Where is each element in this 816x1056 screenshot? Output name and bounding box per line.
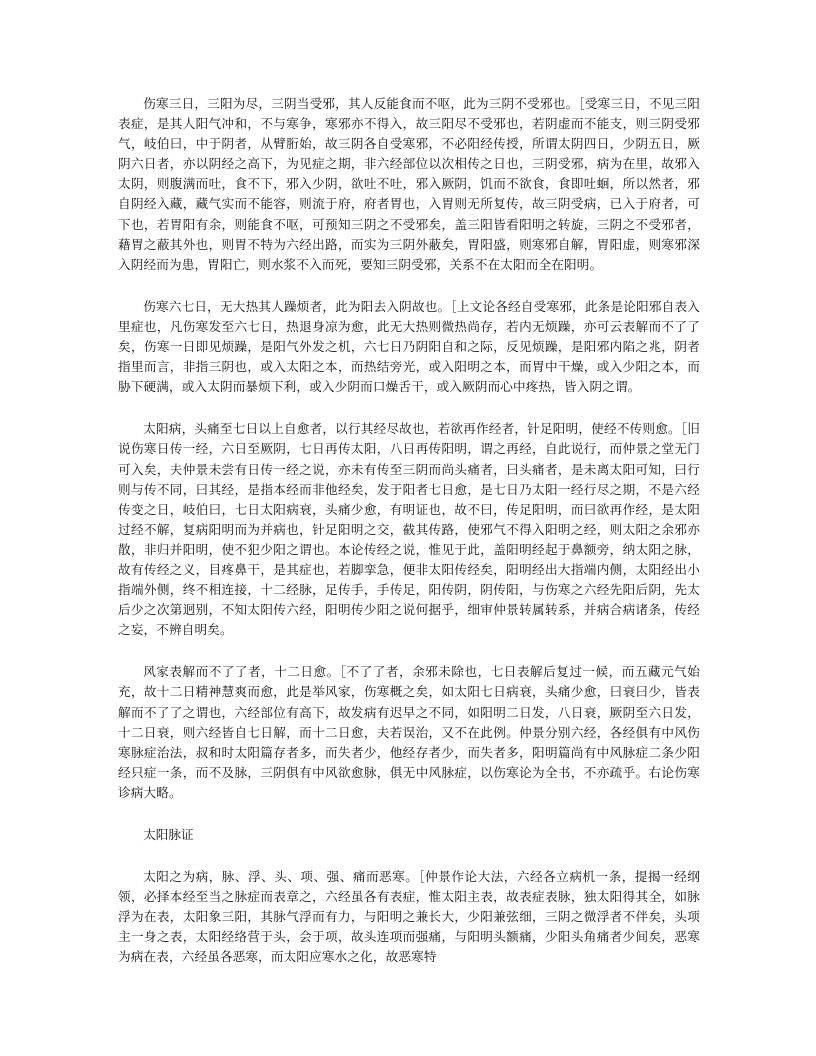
- paragraph-1: 伤寒三日，三阳为尽，三阴当受邪，其人反能食而不呕，此为三阴不受邪也。［受寒三日，不见三阳表症，是其人阳气冲和，不与寒争，寒邪亦不得入，故三阳尽不受邪也，若阴虚而不能支，则三阴受邪气，岐伯曰，中于阴者，从臂胻始，故三阴各自受寒邪，不必阳经传授，所谓太阴四日，少阴五日，厥阴六日者，亦以阴经之高下，为见症之期，非六经部位以次相传之日也，三阴受邪，病为在里，故邪入太阴，则腹满而吐，食不下，邪入少阴，欲吐不吐，邪入厥阴，饥而不欲食，食即吐蛔，所以然者，邪自阴经入藏，藏气实而不能容，则流于府，府者胃也，入胃则无所复传，故三阴受病，已入于府者，可下也，若胃阳有余，则能食不呕，可预知三阴之不受邪矣，盖三阳皆看阳明之转旋，三阴之不受邪者，藉胃之蔽其外也，则胃不特为六经出路，而实为三阴外蔽矣，胃阳盛，则寒邪自解，胃阳虚，则寒邪深入阴经而为患，胃阳亡，则水浆不入而死，要知三阴受邪，关系不在太阳而全在阳明。: [118, 96, 700, 272]
- document-body: [118, 94, 700, 990]
- paragraph-2: 伤寒六七日，无大热其人躁烦者，此为阳去入阴故也。［上文论各经自受寒邪，此条是论阳邪自表入里症也，凡伤寒发至六七日，热退身凉为愈，此无大热则微热尚存，若内无烦躁，亦可云表解而不了了矣，伤寒一日即见烦躁，是阳气外发之机，六七日乃阴阳自和之际，反见烦躁，是阳邪内陷之兆，阴者指里而言，非指三阴也，或入太阳之本，而热结旁光，或入阳明之本，而胃中干燥，或入少阳之本，而胁下硬满，或入太阴而暴烦下利，或入少阴而口燥舌干，或入厥阴而心中疼热，皆入阴之谓。: [118, 298, 700, 395]
- paragraph-5: 太阳之为病，脉、浮、头、项、强、痛而恶寒。［仲景作论大法，六经各立病机一条，提揭一经纲领，必择本经至当之脉症而表章之，六经虽各有表症，惟太阳主表，故表症表脉，独太阳得其全，如脉浮为在表，太阳象三阳，其脉气浮而有力，与阳明之兼长大，少阳兼弦细，三阴之微浮者不伴矣，头项主一身之表，太阳经络营于头，会于项，故头连项而强痛，与阳明头额痛，少阳头角痛者少间矣，恶寒为病在表，六经虽各恶寒，而太阳应寒水之化，故恶寒特: [118, 869, 700, 965]
- section-heading: 太阳脉证: [143, 827, 194, 842]
- paragraph-3: 太阳病，头痛至七日以上自愈者，以行其经尽故也，若欲再作经者，针足阳明，使经不传则愈。［旧说伤寒日传一经，六日至厥阴，七日再传太阳，八日再传阳明，谓之再经，自此说行，而仲景之堂无门可入矣，夫仲景未尝有日传一经之说，亦未有传至三阴而尚头痛者，曰头痛者，是未离太阳可知，曰行则与传不同，曰其经，是指本经而非他经矣，发于阳者七日愈，是七日乃太阳一经行尽之期，不是六经传变之日，岐伯曰，七日太阳病衰，头痛少愈，有明证也，故不曰，传足阳明，而曰欲再作经，是太阳过经不解，复病阳明而为并病也，针足阳明之交，截其传路，使邪气不得入阳明之经，则太阳之余邪亦散，非归并阳明，使不犯少阳之谓也。本论传经之说，惟见于此，盖阳明经起于鼻额旁，纳太阳之脉，故有传经之义，目疼鼻干，是其症也，若脚挛急，便非太阳传经矣，阳明经出大指端内侧，太阳经出小指端外侧，终不相连接，十二经脉，足传手，手传足，阳传阴，阴传阳，与伤寒之六经先阳后阴，先太后少之次第迥别，不知太阳传六经，阳明传少阳之说何据乎，细审仲景转属转系，并病合病诸条，传经之妄，不辨自明矣。: [118, 421, 700, 638]
- paragraph-4: 风家表解而不了了者，十二日愈。［不了了者，余邪未除也，七日表解后复过一候，而五藏元气始充，故十二日精神慧爽而愈，此是举风家，伤寒概之矣，如太阳七日病衰，头痛少愈，曰衰曰少，皆表解而不了了之谓也，六经部位有高下，故发病有迟早之不同，如阳明二日发，八日衰，厥阴至六日发，十二日衰，则六经皆自七日解，而十二日愈，夫若误治，又不在此例。仲景分别六经，各经俱有中风伤寒脉症治法，叔和时太阳篇存者多，而失者少，他经存者少，而失者多，阳明篇尚有中风脉症二条少阳经只症一条，而不及脉，三阴俱有中风欲愈脉，俱无中风脉症，以伤寒论为全书，不亦疏乎。右论伤寒诊病大略。: [118, 664, 700, 800]
